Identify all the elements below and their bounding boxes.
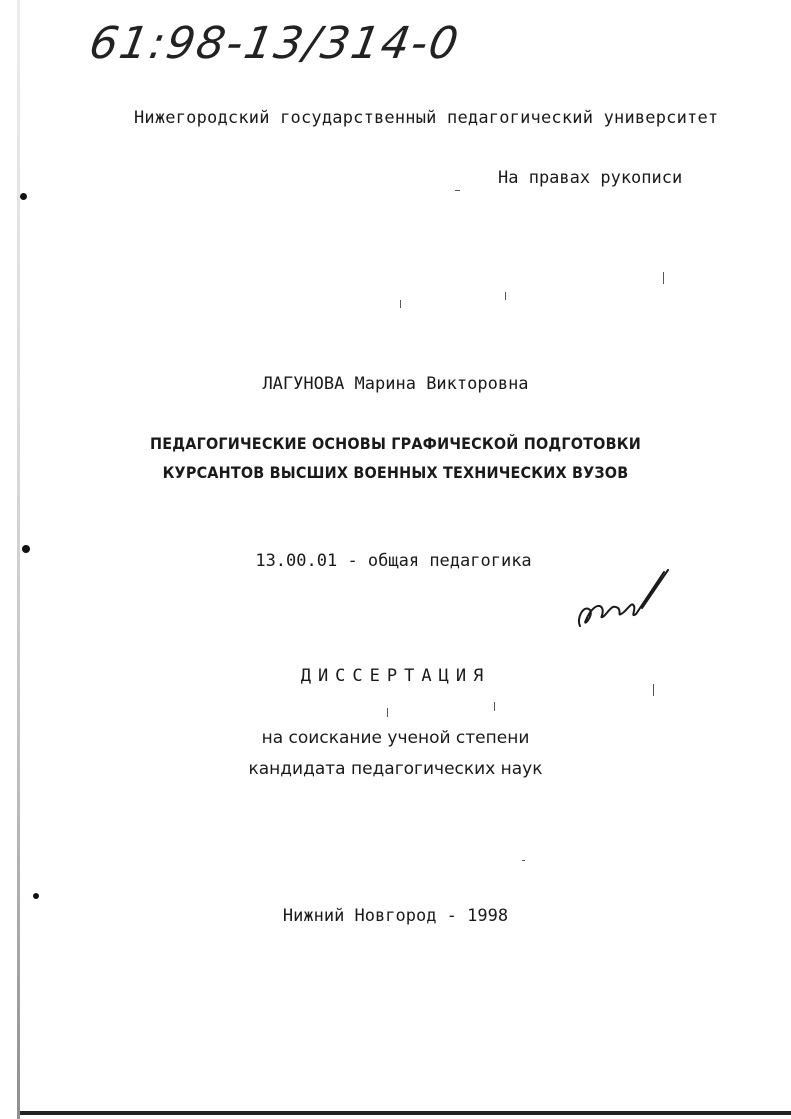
manuscript-rights-note: На правах рукописи <box>498 168 683 188</box>
scan-speck <box>387 708 388 717</box>
catalog-number-stamp: 61:98-13/314-0 <box>85 18 464 69</box>
bottom-scan-edge <box>20 1111 791 1115</box>
scan-speck <box>505 292 506 300</box>
specialty-code: 13.00.01 - общая педагогика <box>255 551 532 571</box>
scan-speck <box>494 702 495 711</box>
scan-speck <box>663 272 664 284</box>
degree-line-2: кандидата педагогических наук <box>248 759 543 779</box>
city-and-year: Нижний Новгород - 1998 <box>282 906 509 926</box>
university-name: Нижегородский государственный педагогический университет <box>134 108 719 128</box>
degree-line-1: на соискание ученой степени <box>261 728 530 748</box>
dissertation-title-line-1: ПЕДАГОГИЧЕСКИЕ ОСНОВЫ ГРАФИЧЕСКОЙ ПОДГОТОВКИ <box>150 434 641 453</box>
scan-speck <box>400 300 401 308</box>
dissertation-title-line-2: КУРСАНТОВ ВЫСШИХ ВОЕННЫХ ТЕХНИЧЕСКИХ ВУЗОВ <box>162 463 629 482</box>
scan-speck <box>455 190 460 191</box>
binding-hole-mark <box>33 893 39 899</box>
handwritten-signature <box>572 568 672 638</box>
author-name: ЛАГУНОВА Марина Викторовна <box>262 374 529 394</box>
scan-speck <box>522 860 525 861</box>
document-type-label: ДИССЕРТАЦИЯ <box>300 666 491 686</box>
binding-hole-mark <box>20 193 27 200</box>
